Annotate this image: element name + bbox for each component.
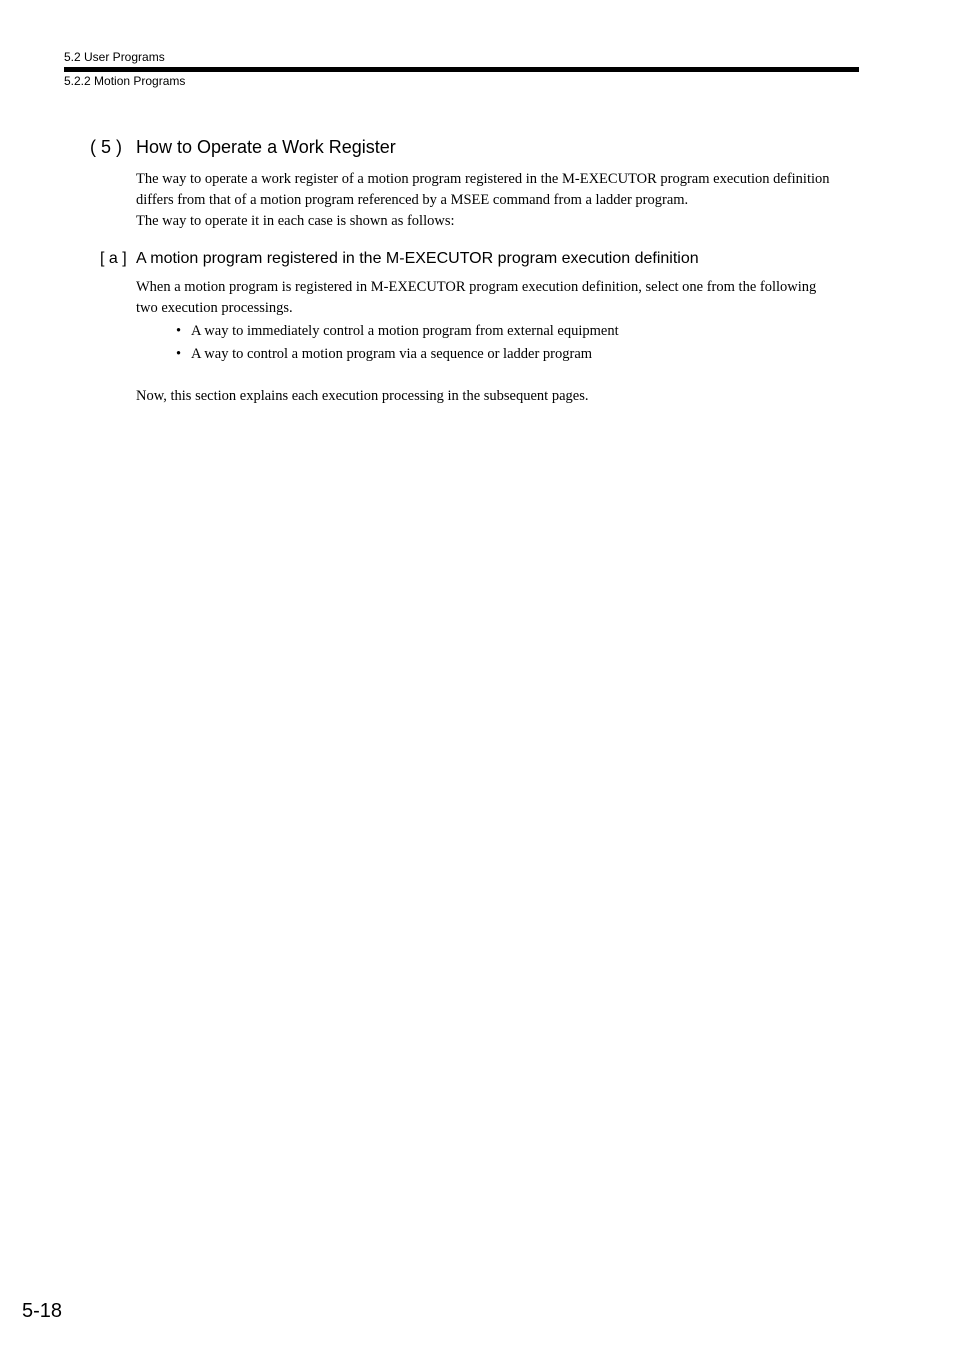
- bullet-icon: •: [176, 323, 182, 339]
- section-heading: [90, 136, 396, 158]
- header-section: 5.2 User Programs: [64, 50, 165, 64]
- list-item-text: A way to control a motion program via a sequence or ladder program: [191, 346, 593, 362]
- subsection-heading-number: [ a ]: [100, 250, 127, 267]
- bullet-icon: •: [176, 346, 182, 362]
- list-item: [176, 343, 619, 366]
- section-heading-title: How to Operate a Work Register: [136, 137, 396, 157]
- header-rule: [64, 67, 859, 72]
- header-subsection: 5.2.2 Motion Programs: [64, 74, 186, 88]
- paragraph-line: When a motion program is registered in M-EXECUTOR program execution definition, select one from the following: [136, 279, 817, 295]
- subsection-heading-title: A motion program registered in the M-EXECUTOR program execution definition: [136, 250, 699, 267]
- bullet-list: [176, 320, 619, 366]
- intro-line: The way to operate it in each case is shown as follows:: [136, 213, 455, 229]
- list-item: [176, 320, 619, 343]
- section-heading-number: ( 5 ): [90, 137, 123, 157]
- intro-line: differs from that of a motion program referenced by a MSEE command from a ladder program.: [136, 192, 689, 208]
- page-number: 5-18: [22, 1300, 63, 1322]
- paragraph-line: two execution processings.: [136, 300, 293, 316]
- closing-paragraph: Now, this section explains each execution processing in the subsequent pages.: [136, 388, 589, 404]
- intro-line: The way to operate a work register of a motion program registered in the M-EXECUTOR program execution definition: [136, 171, 830, 187]
- intro-paragraph: [136, 169, 861, 232]
- subsection-paragraph: [136, 277, 861, 319]
- list-item-text: A way to immediately control a motion program from external equipment: [191, 323, 619, 339]
- subsection-heading: [100, 249, 699, 269]
